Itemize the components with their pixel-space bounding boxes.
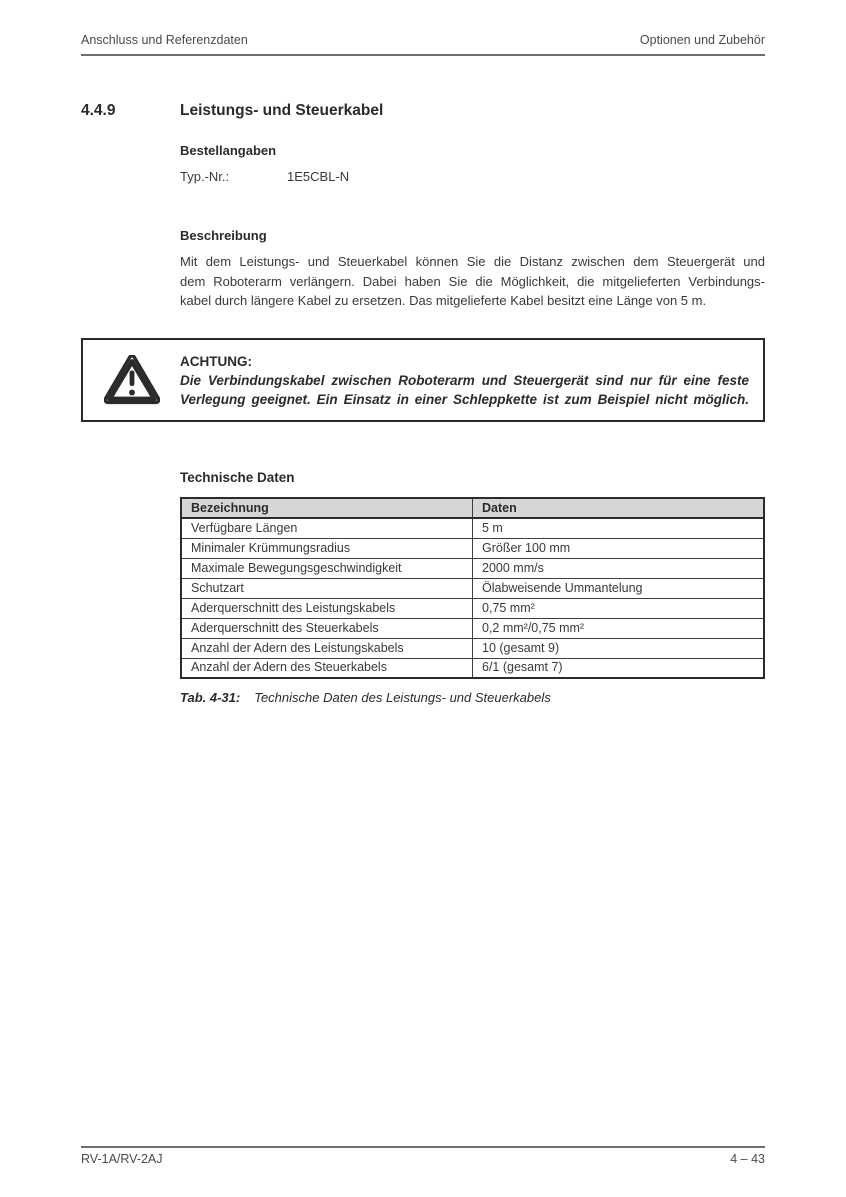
row-label: Minimaler Krümmungsradius <box>181 538 473 558</box>
section-title: Leistungs- und Steuerkabel <box>180 102 384 119</box>
table-row <box>181 658 764 678</box>
type-number-label: Typ.-Nr.: <box>180 169 230 184</box>
row-label: Schutzart <box>181 578 473 598</box>
row-label: Verfügbare Längen <box>181 518 473 538</box>
table-caption <box>180 690 551 705</box>
footer-rule <box>81 1146 765 1148</box>
table-row <box>181 538 764 558</box>
table-row <box>181 518 764 538</box>
warning-box <box>81 338 765 422</box>
warning-text <box>180 352 763 409</box>
page-header <box>81 33 765 47</box>
table-caption-label: Tab. 4-31: <box>180 690 241 705</box>
footer-page-number: 4 – 43 <box>730 1152 765 1166</box>
row-value: 0,2 mm²/0,75 mm² <box>473 618 765 638</box>
column-header-daten: Daten <box>473 498 765 518</box>
description-line: Mit dem Leistungs- und Steuerkabel können Sie die Distanz zwischen dem Steuergerät und <box>180 254 765 269</box>
row-value: 10 (gesamt 9) <box>473 638 765 658</box>
column-header-bezeichnung: Bezeichnung <box>181 498 473 518</box>
table-row <box>181 558 764 578</box>
warning-line: Die Verbindungskabel zwischen Roboterarm und Steuergerät sind nur für eine feste <box>180 372 749 388</box>
row-value: 0,75 mm² <box>473 598 765 618</box>
row-label: Anzahl der Adern des Leistungskabels <box>181 638 473 658</box>
row-label: Aderquerschnitt des Steuerkabels <box>181 618 473 638</box>
table-caption-text: Technische Daten des Leistungs- und Steuerkabels <box>254 690 551 705</box>
row-value: 2000 mm/s <box>473 558 765 578</box>
footer-left-text: RV-1A/RV-2AJ <box>81 1152 163 1166</box>
table-row <box>181 618 764 638</box>
table-header-row <box>181 498 764 518</box>
technical-data-heading: Technische Daten <box>180 470 295 485</box>
order-info-heading: Bestellangaben <box>180 143 277 158</box>
description-line: dem Roboterarm verlängern. Dabei haben Sie die Möglichkeit, die mitgelieferten Verbindungs- <box>180 273 765 289</box>
row-value: Ölabweisende Ummantelung <box>473 578 765 598</box>
description-heading: Beschreibung <box>180 228 267 243</box>
page-footer <box>81 1152 765 1166</box>
description-line: kabel durch längere Kabel zu ersetzen. Das mitgelieferte Kabel besitzt eine Länge von 5 m. <box>180 293 707 308</box>
technical-data-table <box>180 497 765 679</box>
description-paragraph <box>180 252 765 311</box>
type-number-row <box>180 169 349 184</box>
warning-triangle-icon <box>83 355 180 405</box>
table-row <box>181 638 764 658</box>
row-label: Anzahl der Adern des Steuerkabels <box>181 658 473 678</box>
table-row <box>181 578 764 598</box>
warning-title: ACHTUNG: <box>180 353 252 369</box>
row-label: Aderquerschnitt des Leistungskabels <box>181 598 473 618</box>
row-value: 5 m <box>473 518 765 538</box>
warning-line: Verlegung geeignet. Ein Einsatz in einer Schleppkette ist zum Beispiel nicht möglich. <box>180 391 749 407</box>
header-rule <box>81 54 765 56</box>
header-right-text: Optionen und Zubehör <box>639 33 765 47</box>
row-value: Größer 100 mm <box>473 538 765 558</box>
type-number-value: 1E5CBL-N <box>287 169 350 184</box>
row-label: Maximale Bewegungsgeschwindigkeit <box>181 558 473 578</box>
row-value: 6/1 (gesamt 7) <box>473 658 765 678</box>
table-row <box>181 598 764 618</box>
section-heading <box>81 102 765 120</box>
header-left-text: Anschluss und Referenzdaten <box>81 33 248 47</box>
section-number: 4.4.9 <box>81 102 116 119</box>
